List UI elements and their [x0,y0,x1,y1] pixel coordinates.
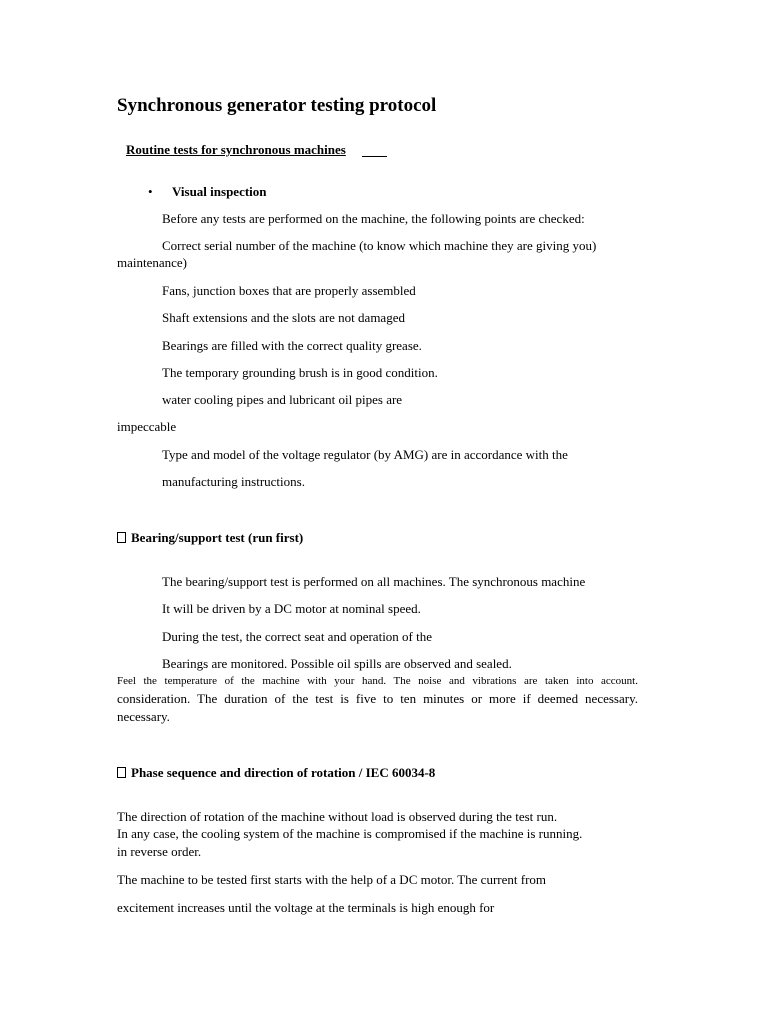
paragraph-line: Correct serial number of the machine (to know which machine they are giving you) [162,238,597,253]
phase-sequence-heading [117,765,435,781]
paragraph-line: The direction of rotation of the machine without load is observed during the test run. [117,809,558,824]
paragraph-line: In any case, the cooling system of the machine is compromised if the machine is running. [117,826,583,841]
justified-line: Feel the temperature of the machine with your hand. The noise and vibrations are taken into account. [117,675,638,687]
missing-glyph-icon [117,532,126,543]
paragraph-line: necessary. [117,709,170,724]
bearing-test-heading-text: Bearing/support test (run first) [131,530,304,545]
paragraph-line: excitement increases until the voltage at the terminals is high enough for [117,900,495,915]
paragraph-line: Shaft extensions and the slots are not damaged [162,310,405,325]
paragraph-line: The bearing/support test is performed on all machines. The synchronous machine [162,574,586,589]
paragraph-line: Bearings are filled with the correct quality grease. [162,338,422,353]
bearing-test-heading [117,530,303,546]
phase-sequence-heading-text: Phase sequence and direction of rotation / IEC 60034-8 [131,765,436,780]
paragraph-line: Type and model of the voltage regulator (by AMG) are in accordance with the [162,447,568,462]
paragraph-line: water cooling pipes and lubricant oil pipes are [162,392,403,407]
justified-line: consideration. The duration of the test is five to ten minutes or more if deemed necessary. [117,691,638,706]
paragraph-line: It will be driven by a DC motor at nominal speed. [162,601,421,616]
paragraph-line: maintenance) [117,255,188,270]
paragraph-line: Bearings are monitored. Possible oil spills are observed and sealed. [162,656,512,671]
paragraph-line: in reverse order. [117,844,202,859]
paragraph-line: impeccable [117,419,177,434]
missing-glyph-icon [117,767,126,778]
paragraph-line: The temporary grounding brush is in good condition. [162,365,438,380]
paragraph-line: manufacturing instructions. [162,474,305,489]
page-title: Synchronous generator testing protocol [117,95,437,116]
paragraph-line: Before any tests are performed on the machine, the following points are checked: [162,211,585,226]
section-subtitle: Routine tests for synchronous machines [126,142,346,157]
subtitle-underline [362,156,387,157]
visual-inspection-heading: Visual inspection [172,184,267,199]
paragraph-line: The machine to be tested first starts with the help of a DC motor. The current from [117,872,547,887]
paragraph-line: During the test, the correct seat and operation of the [162,629,433,644]
bullet-icon: • [148,184,153,199]
paragraph-line: Fans, junction boxes that are properly assembled [162,283,416,298]
